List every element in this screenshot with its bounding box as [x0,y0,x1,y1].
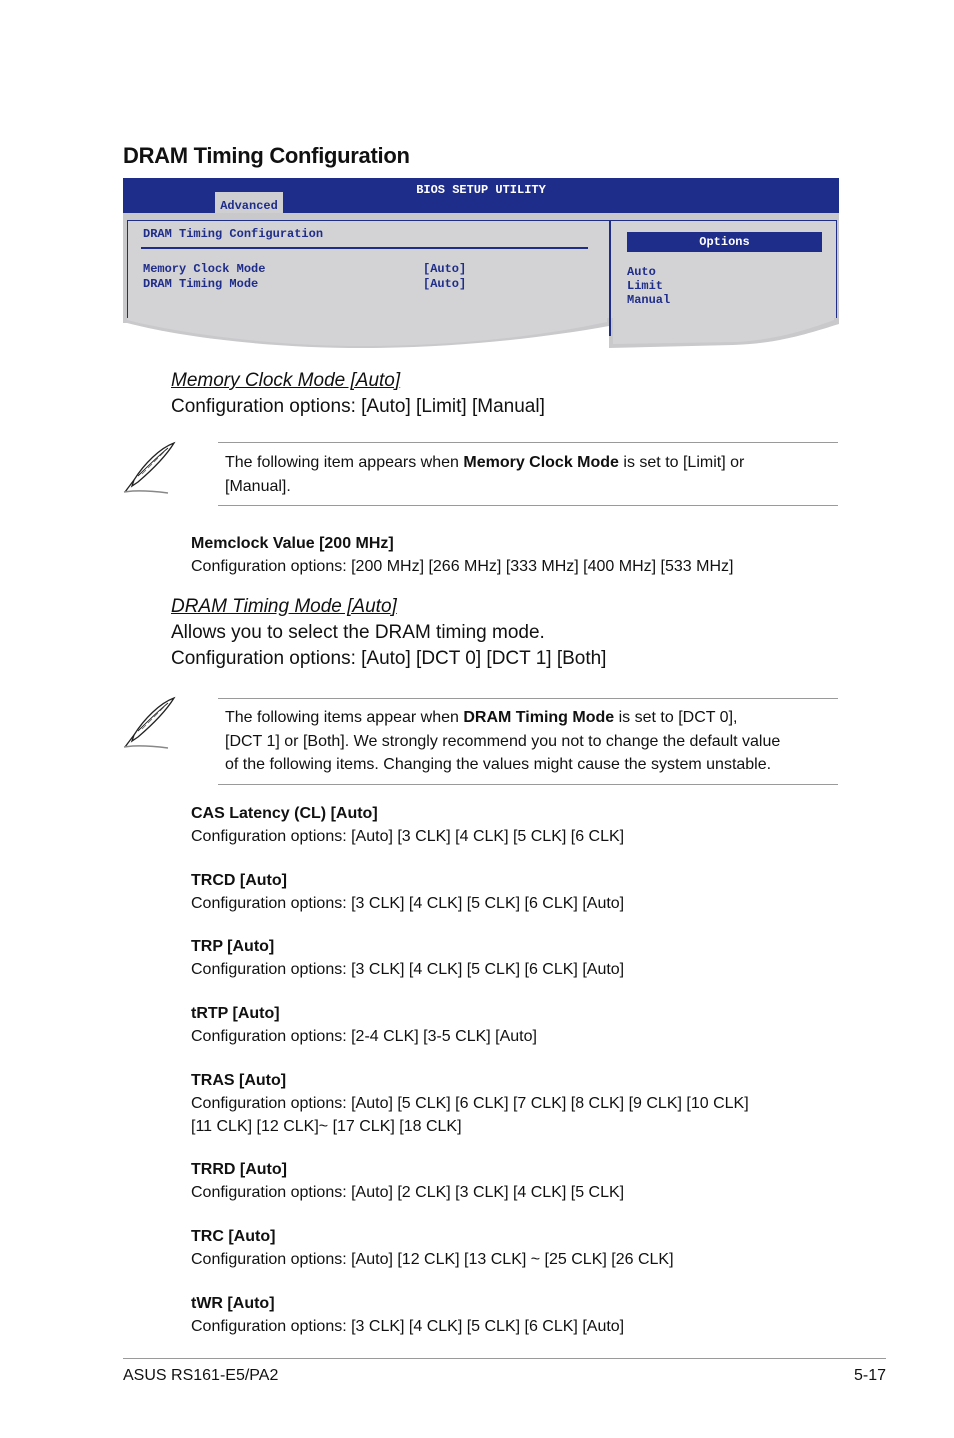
timing-heading: tWR [Auto] [191,1295,275,1312]
note2-line2: [DCT 1] or [Both]. We strongly recommend you not to change the default value [225,732,781,750]
note1-post: is set to [Limit] or [618,454,745,471]
note1-line2: [Manual]. [225,477,291,495]
note2-text [225,706,780,777]
footer-page-number: 5-17 [853,1367,886,1384]
timing-options: Configuration options: [Auto] [12 CLK] [13 CLK] ~ [25 CLK] [26 CLK] [191,1251,674,1268]
dram-timing-mode-options: Configuration options: [Auto] [DCT 0] [DCT 1] [Both] [171,648,607,669]
timing-options: Configuration options: [3 CLK] [4 CLK] [5 CLK] [6 CLK] [Auto] [191,1318,625,1335]
timing-heading: tRTP [Auto] [191,1005,280,1022]
bios-tab-advanced[interactable]: Advanced [215,192,283,213]
note1-bottom-rule [218,505,838,506]
timing-options: Configuration options: [2-4 CLK] [3-5 CLK] [Auto] [191,1028,537,1045]
note2-post: is set to [DCT 0], [614,709,738,726]
note1-bold: Memory Clock Mode [463,454,619,471]
bios-item-memory-clock-mode-value[interactable]: [Auto] [423,262,467,276]
bios-utility-title: BIOS SETUP UTILITY [416,183,546,197]
timing-options: Configuration options: [3 CLK] [4 CLK] [5 CLK] [6 CLK] [Auto] [191,895,625,912]
timing-heading: TRRD [Auto] [191,1161,287,1178]
timing-options: Configuration options: [3 CLK] [4 CLK] [5 CLK] [6 CLK] [Auto] [191,961,625,978]
note2-bottom-rule [218,784,838,785]
bios-menu-title: DRAM Timing Configuration [143,227,324,241]
note2-pre: The following items appear when [225,709,464,726]
dram-timing-mode-desc: Allows you to select the DRAM timing mode. [171,622,545,643]
bios-item-dram-timing-mode-value[interactable]: [Auto] [423,277,467,291]
note2-top-rule [218,698,838,699]
timing-options: Configuration options: [Auto] [2 CLK] [3 CLK] [4 CLK] [5 CLK] [191,1184,625,1201]
timing-options-cont: [11 CLK] [12 CLK]~ [17 CLK] [18 CLK] [191,1118,462,1135]
bios-option-auto[interactable]: Auto [627,265,656,279]
bios-options-header: Options [627,232,822,252]
section-title: DRAM Timing Configuration [123,143,410,168]
bios-torn-edge [123,318,839,350]
timing-options: Configuration options: [Auto] [3 CLK] [4 CLK] [5 CLK] [6 CLK] [191,828,625,845]
note2-bold: DRAM Timing Mode [463,709,615,726]
memclock-heading: Memclock Value [200 MHz] [191,535,394,552]
footer-product-name: ASUS RS161-E5/PA2 [123,1367,279,1384]
footer-rule [123,1358,886,1359]
memory-clock-mode-heading: Memory Clock Mode [Auto] [171,370,401,391]
bios-item-memory-clock-mode[interactable]: Memory Clock Mode [143,262,266,276]
note1-top-rule [218,442,838,443]
bios-option-limit[interactable]: Limit [627,279,664,293]
note1-pre: The following item appears when [225,454,464,471]
timing-options: Configuration options: [Auto] [5 CLK] [6 CLK] [7 CLK] [8 CLK] [9 CLK] [10 CLK] [191,1095,749,1112]
timing-heading: TRCD [Auto] [191,872,287,889]
note-pen-icon [122,695,178,751]
memory-clock-mode-options: Configuration options: [Auto] [Limit] [Manual] [171,396,545,417]
timing-heading: CAS Latency (CL) [Auto] [191,805,378,822]
note2-line3: of the following items. Changing the values might cause the system unstable. [225,756,772,773]
timing-heading: TRP [Auto] [191,938,275,955]
bios-screenshot [123,178,839,350]
bios-item-dram-timing-mode[interactable]: DRAM Timing Mode [143,277,259,291]
bios-option-manual[interactable]: Manual [627,293,671,307]
bios-divider [141,247,588,249]
timing-heading: TRC [Auto] [191,1228,276,1245]
note-pen-icon [122,440,178,496]
memclock-options: Configuration options: [200 MHz] [266 MHz] [333 MHz] [400 MHz] [533 MHz] [191,558,734,575]
dram-timing-mode-heading: DRAM Timing Mode [Auto] [171,596,397,617]
timing-heading: TRAS [Auto] [191,1072,287,1089]
note1-text [225,451,744,498]
